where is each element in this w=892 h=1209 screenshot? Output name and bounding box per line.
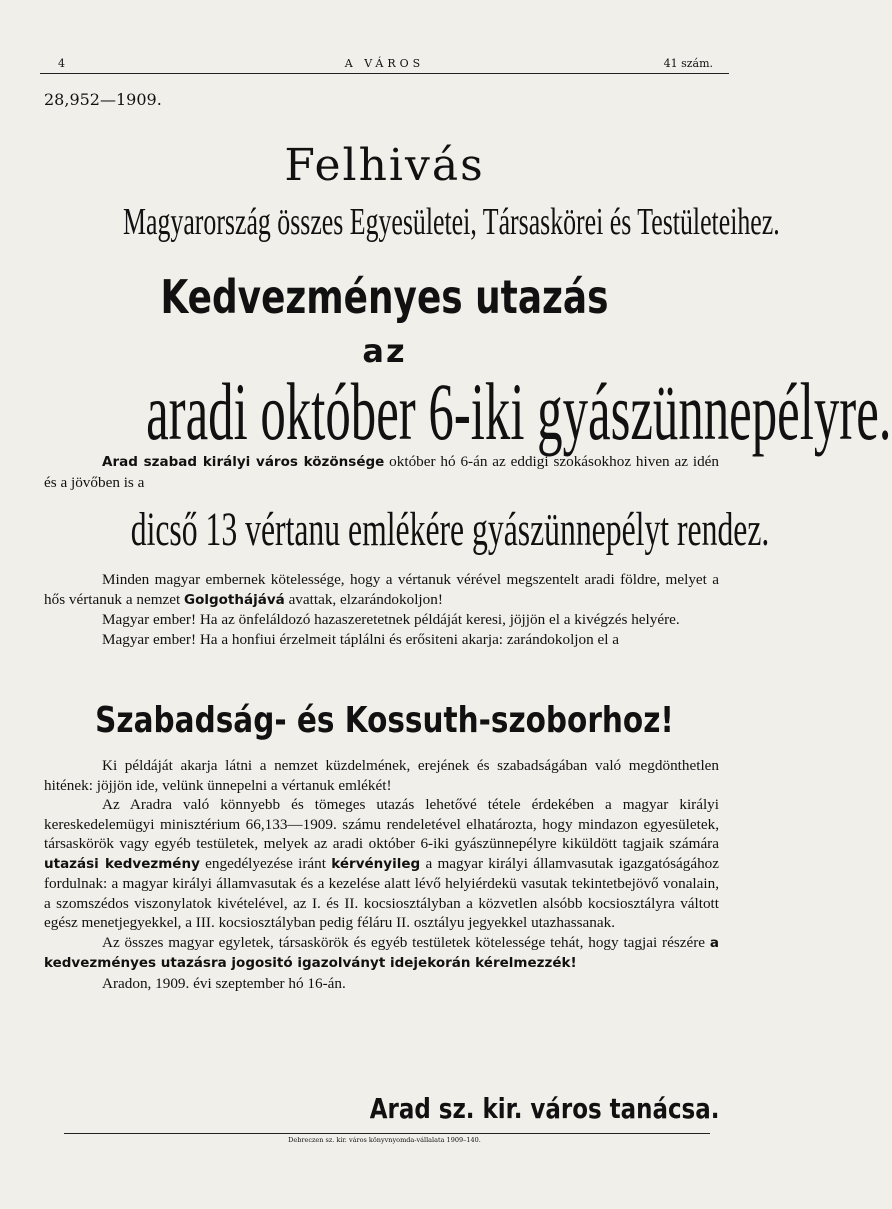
paragraph-intro xyxy=(44,452,719,492)
bold-igazolvany: a kedvezményes utazásra jogositó igazolványt idejekorán kérelmezzék! xyxy=(44,934,719,971)
printer-footer: Debreczen sz. kir. város könyvnyomda-vállalata 1909–140. xyxy=(288,1136,481,1144)
bold-phrase: Arad szabad királyi város közönsége xyxy=(102,454,385,470)
signature: Arad sz. kir. város tanácsa. xyxy=(369,1092,719,1125)
running-title: A VÁROS xyxy=(344,57,425,70)
bold-kedvezmeny: utazási kedvezmény xyxy=(44,855,200,872)
title-kedvezmenyes: Kedvezményes utazás xyxy=(160,270,609,324)
appeal-line-3: Magyar ember! Ha a honfiui érzelmeit táplálni és erősiteni akarja: zarándokoljon el a xyxy=(102,630,619,648)
bold-golgotha: Golgothájává xyxy=(184,591,285,608)
intro-text: október hó 6-án az eddigi szokásokhoz hiven az idén és a jövőben is a xyxy=(44,453,719,491)
headline-dicso: dicső 13 vértanu emlékére gyászünnepélyt rendez. xyxy=(130,503,770,556)
reference-number: 28,952—1909. xyxy=(44,90,162,109)
title-addressees: Magyarország összes Egyesületei, Társaskörei és Testületeihez. xyxy=(123,201,780,243)
bold-kervenyileg: kérvényileg xyxy=(331,855,421,872)
paragraph-appeal xyxy=(44,570,719,649)
headline-szabadsag: Szabadság- és Kossuth-szoborhoz! xyxy=(95,700,674,741)
paragraph-details xyxy=(44,756,719,993)
page-number-left: 4 xyxy=(58,57,65,70)
issue-number: 41 szám. xyxy=(663,57,713,70)
details-p2d: a magyar királyi államvasutak igazgatóságához fordulnak: a magyar királyi államvasutak és a kezelése alatt lévő helyiérdekü vasutak tekintetbejövő vonalain, a szomszédos viszonylatok kivételével, az I. és II. kocsiosztályban a közvetlen alsóbb kocsiosztályra váltott egész menetjegyekkel, a III. kocsiosztályban pedig féláru II. osztályu jegyekkel utazhassanak. xyxy=(44,854,719,931)
details-p2a: Az Aradra való könnyebb és tömeges utazás lehetővé tétele érdekében a magyar királyi kereskedelemügyi minisztérium 66,133—1909. számu rendeletével elhatározta, hogy mindazon egyesületek, társaskörök vagy egyéb testületek, melyek az aradi október 6-iki gyászünnepélyre kiküldött tagjaik számára xyxy=(44,796,719,852)
details-p1: Ki példáját akarja látni a nemzet küzdelmének, erejének és szabadságában való megdönthetlen hitének: jöjjön ide, velünk ünnepelni a vértanuk emlékét! xyxy=(44,757,719,794)
title-felhivas: Felhivás xyxy=(284,140,485,191)
details-p2c: engedélyezése iránt xyxy=(199,854,332,872)
appeal-text-a: Minden magyar embernek kötelessége, hogy a vértanuk vérével megszentelt aradi földre, melyet a hős vértanuk a nemzet xyxy=(44,571,719,608)
page-header xyxy=(40,55,729,74)
details-p3a: Az összes magyar egyletek, társaskörök és egyéb testületek kötelessége tehát, hogy tagjai részére xyxy=(102,933,710,951)
appeal-text-b: avattak, elzarándokoljon! xyxy=(284,590,443,608)
appeal-line-2: Magyar ember! Ha az önfeláldozó hazaszeretetnek példáját keresi, jöjjön el a kivégzés helyére. xyxy=(102,611,680,628)
title-aradi: aradi október 6-iki gyászünnepélyre. xyxy=(146,366,892,457)
footer-rule xyxy=(64,1133,710,1134)
date-line: Aradon, 1909. évi szeptember hó 16-án. xyxy=(102,974,346,992)
title-az: az xyxy=(362,332,407,370)
